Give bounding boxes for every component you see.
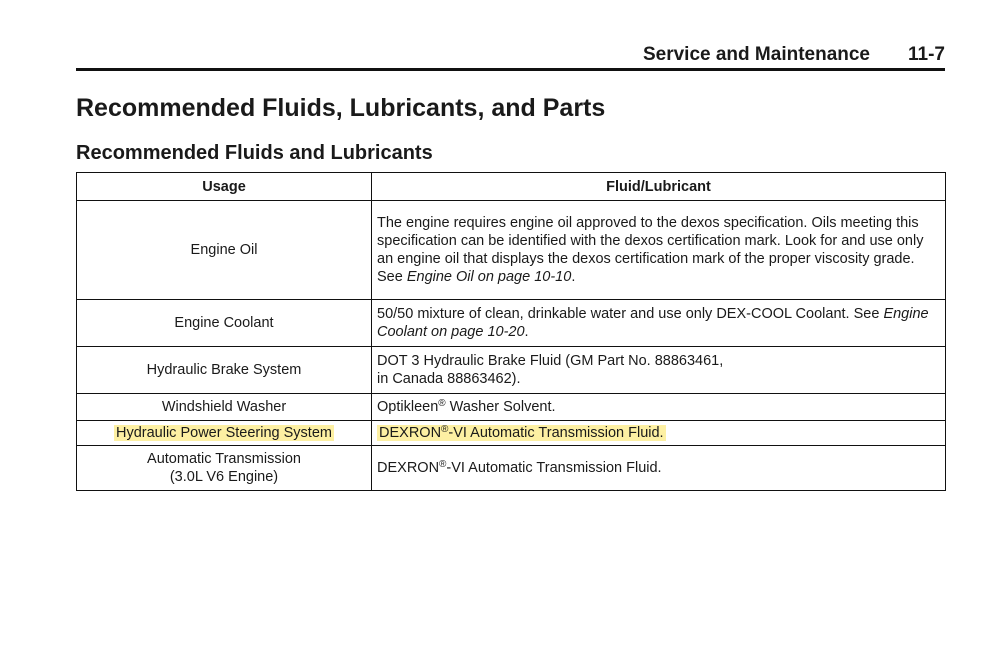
table-row — [77, 446, 946, 491]
fluid-cell — [372, 201, 946, 300]
table-row — [77, 300, 946, 347]
fluid-cell — [372, 421, 946, 446]
fluid-text-end: . — [571, 269, 576, 285]
header-section-name: Service and Maintenance — [642, 44, 871, 65]
registered-mark: ® — [438, 398, 446, 409]
fluid-cell — [372, 300, 946, 347]
fluid-cell — [372, 394, 946, 421]
fluid-cell — [372, 347, 946, 394]
fluid-brand: DEXRON — [379, 425, 442, 441]
fluid-text: 50/50 mixture of clean, drinkable water and use only DEX-COOL Coolant. See — [377, 306, 884, 322]
table-row — [77, 347, 946, 394]
fluid-brand: DEXRON — [377, 460, 440, 476]
registered-mark: ® — [441, 424, 449, 435]
fluid-text: The engine requires engine oil approved to the dexos specification. Oils meeting this specification can be identified with the dexos certification mark. Look for and use only an engine oil that displays the dexos certification mark of the proper viscosity grade. See — [377, 215, 924, 285]
registered-mark: ® — [439, 459, 447, 470]
column-header-usage: Usage — [77, 173, 372, 201]
table-row — [77, 201, 946, 300]
section-title: Recommended Fluids and Lubricants — [76, 142, 433, 164]
header-rule — [76, 68, 945, 71]
table-header-row — [77, 173, 946, 201]
fluid-brand: Optikleen — [377, 399, 439, 415]
fluids-table — [76, 172, 946, 491]
table-row-highlighted — [77, 421, 946, 446]
fluid-cell — [372, 446, 946, 491]
fluid-text: -VI Automatic Transmission Fluid. — [448, 425, 664, 441]
usage-cell: Hydraulic Brake System — [77, 347, 372, 394]
fluid-text: -VI Automatic Transmission Fluid. — [446, 460, 662, 476]
usage-cell: Windshield Washer — [77, 394, 372, 421]
fluid-line-2: in Canada 88863462). — [377, 371, 521, 387]
usage-cell — [77, 421, 372, 446]
usage-highlight: Hydraulic Power Steering System — [116, 425, 332, 441]
page-title: Recommended Fluids, Lubricants, and Parts — [76, 94, 606, 122]
usage-line-1: Automatic Transmission — [147, 451, 301, 467]
fluid-text-end: . — [524, 324, 529, 340]
usage-cell — [77, 446, 372, 491]
table-row — [77, 394, 946, 421]
page-reference: Engine Coolant on page 10-20 — [377, 306, 929, 340]
fluid-highlight — [377, 425, 666, 441]
fluid-line-1: DOT 3 Hydraulic Brake Fluid (GM Part No. 88863461, — [377, 353, 724, 369]
running-header — [76, 43, 945, 67]
fluid-text: Washer Solvent. — [445, 399, 556, 415]
page-reference: Engine Oil on page 10-10 — [406, 269, 572, 285]
usage-cell: Engine Oil — [77, 201, 372, 300]
usage-cell: Engine Coolant — [77, 300, 372, 347]
header-page-number: 11-7 — [908, 44, 945, 65]
column-header-fluid: Fluid/Lubricant — [372, 173, 946, 201]
usage-line-2: (3.0L V6 Engine) — [169, 469, 279, 485]
